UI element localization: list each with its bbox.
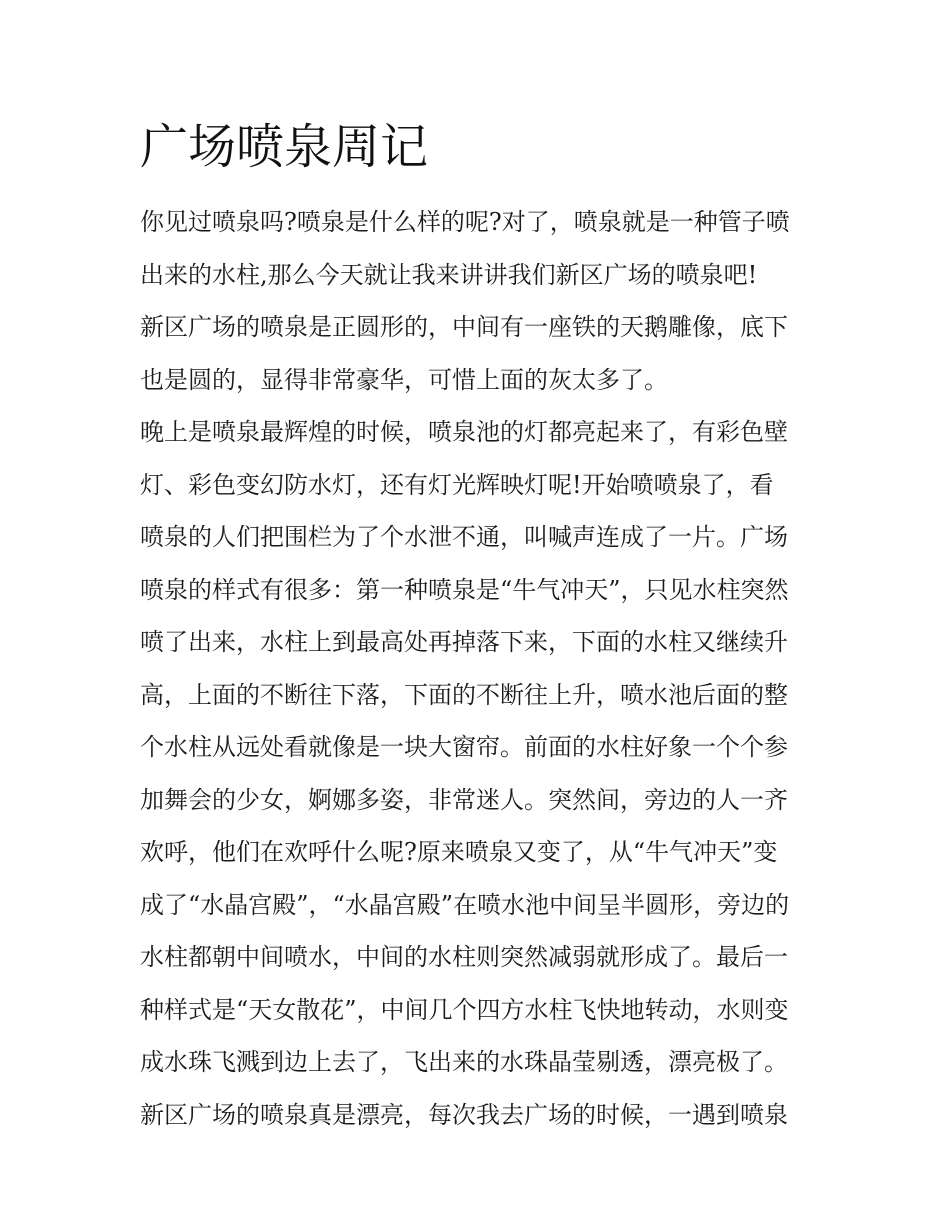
text-line: 晚上是喷泉最辉煌的时候，喷泉池的灯都亮起来了，有彩色壁 <box>140 418 788 446</box>
text-line: 加舞会的少女，婀娜多姿，非常迷人。突然间，旁边的人一齐 <box>140 785 788 814</box>
text-line: 成水珠飞溅到边上去了，飞出来的水珠晶莹剔透，漂亮极了。 <box>140 1048 788 1076</box>
text-line: 新区广场的喷泉是正圆形的，中间有一座铁的天鹅雕像，底下 <box>140 313 788 341</box>
text-line: 你见过喷泉吗?喷泉是什么样的呢?对了，喷泉就是一种管子喷 <box>140 208 790 236</box>
text-line: 欢呼，他们在欢呼什么呢?原来喷泉又变了，从“牛气冲天”变 <box>140 838 778 866</box>
text-line: 水柱都朝中间喷水，中间的水柱则突然减弱就形成了。最后一 <box>140 943 788 971</box>
text-line: 成了“水晶宫殿”，“水晶宫殿”在喷水池中间呈半圆形，旁边的 <box>140 890 790 919</box>
text-line: 出来的水柱,那么今天就让我来讲讲我们新区广场的喷泉吧! <box>140 260 758 289</box>
text-line: 喷泉的样式有很多：第一种喷泉是“牛气冲天”，只见水柱突然 <box>140 575 789 604</box>
document-title: 广场喷泉周记 <box>140 119 429 175</box>
text-line: 灯、彩色变幻防水灯，还有灯光辉映灯呢!开始喷喷泉了，看 <box>140 470 774 499</box>
text-line: 喷了出来，水柱上到最高处再掉落下来，下面的水柱又继续升 <box>140 628 788 656</box>
text-line: 喷泉的人们把围栏为了个水泄不通，叫喊声连成了一片。广场 <box>140 523 788 551</box>
text-line: 种样式是“天女散花”，中间几个四方水柱飞快地转动，水则变 <box>140 995 789 1024</box>
text-line: 新区广场的喷泉真是漂亮，每次我去广场的时候，一遇到喷泉 <box>140 1100 788 1129</box>
text-line: 个水柱从远处看就像是一块大窗帘。前面的水柱好象一个个参 <box>140 733 788 761</box>
text-line: 也是圆的，显得非常豪华，可惜上面的灰太多了。 <box>140 365 668 394</box>
text-line: 高，上面的不断往下落，下面的不断往上升，喷水池后面的整 <box>140 680 788 709</box>
document-body <box>140 200 820 1145</box>
